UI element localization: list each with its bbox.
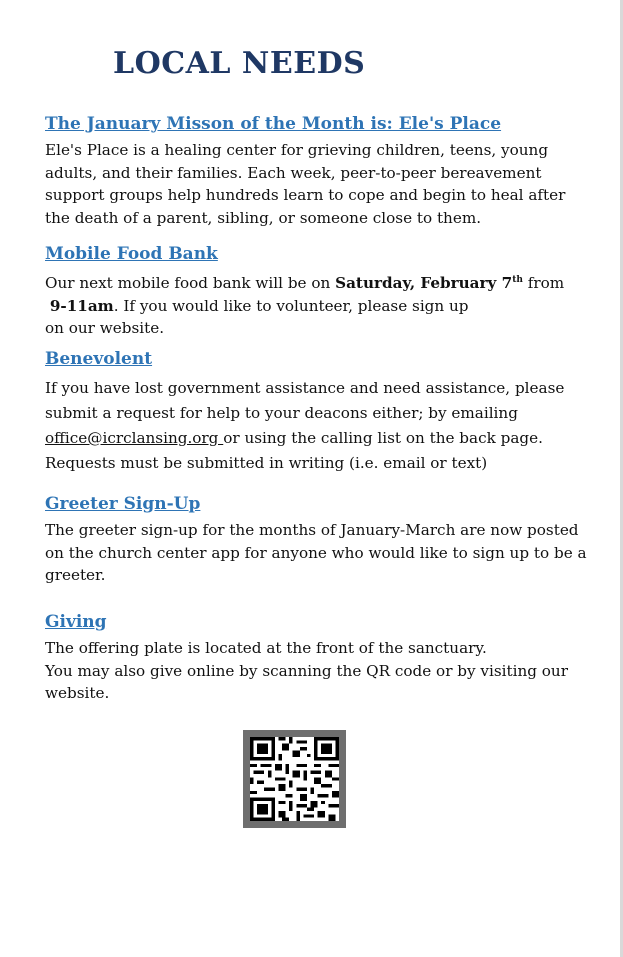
benevolent-body: If you have lost government assistance and need assistance, please submit a request for help to your deacons either; by emailing office@icrclansing.org or using the calling list on the back page. Requests must be submitted in writing (i.e. email or text)	[45, 379, 565, 472]
giving-heading: Giving	[45, 612, 107, 632]
food-bank-date: Saturday, February 7th	[335, 274, 523, 293]
greeter-body: The greeter sign-up for the months of January-March are now posted on the church center app for anyone who would like to sign up to be a greeter.	[45, 521, 587, 584]
food-bank-heading: Mobile Food Bank	[45, 244, 218, 264]
mission-heading: The January Misson of the Month is: Ele's Place	[45, 114, 502, 134]
page-title: LOCAL NEEDS	[113, 46, 366, 81]
mission-body: Ele's Place is a healing center for grieving children, teens, young adults, and their families. Each week, peer-to-peer bereavement support groups help hundreds learn to cope and begin to heal after the death of a parent, sibling, or someone close to them.	[45, 141, 566, 227]
food-bank-body: Our next mobile food bank will be on Saturday, February 7th from 9-11am. If you would like to volunteer, please sign up on our website.	[45, 274, 565, 338]
food-bank-time: 9-11am	[49, 296, 114, 315]
giving-body: The offering plate is located at the front of the sanctuary. You may also give online by scanning the QR code or by visiting our website.	[45, 639, 568, 702]
office-email-link[interactable]: office@icrclansing.org	[45, 429, 224, 447]
qr-code-icon[interactable]	[243, 730, 346, 828]
greeter-heading: Greeter Sign-Up	[45, 494, 201, 514]
benevolent-heading: Benevolent	[45, 349, 153, 369]
